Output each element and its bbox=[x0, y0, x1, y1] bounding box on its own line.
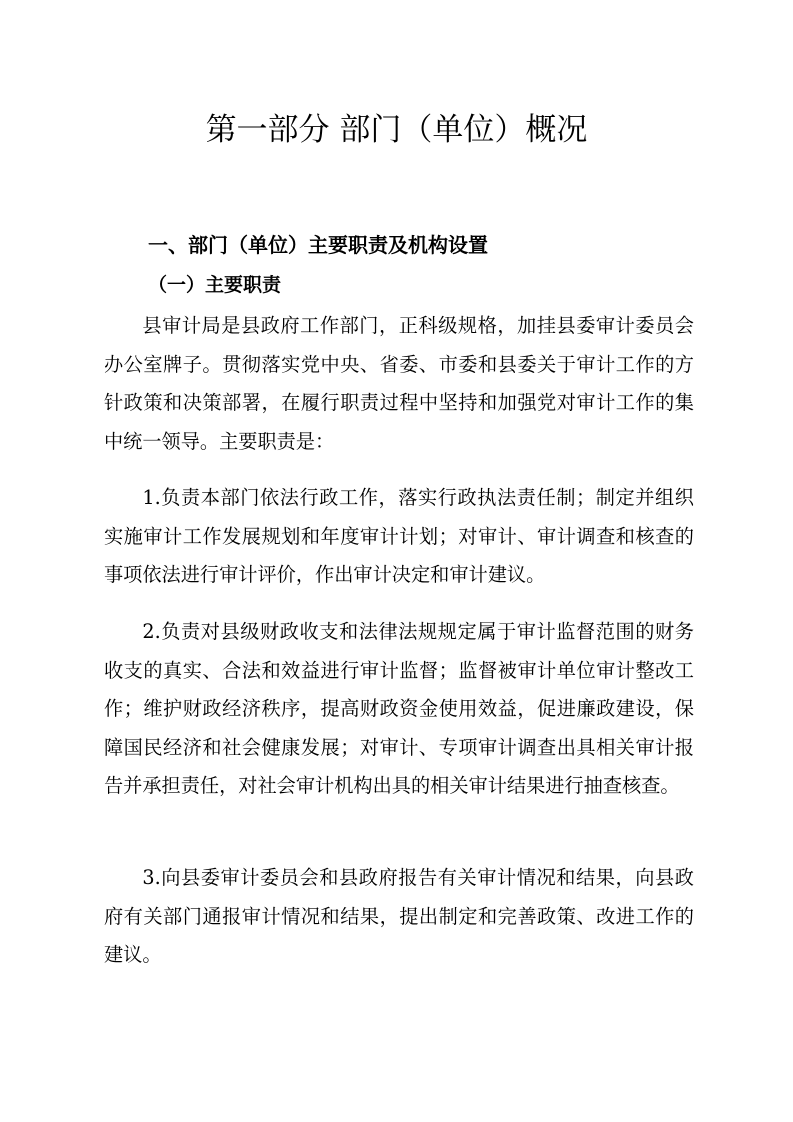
paragraph-duty-1: 1.负责本部门依法行政工作，落实行政执法责任制；制定并组织实施审计工作发展规划和年度审计计划；对审计、审计调查和核查的事项依法进行审计评价，作出审计决定和审计建议。 bbox=[104, 486, 694, 586]
paragraph-duty-3: 3.向县委审计委员会和县政府报告有关审计情况和结果，向县政府有关部门通报审计情况和结果，提出制定和完善政策、改进工作的建议。 bbox=[104, 866, 694, 966]
sub-heading: （一）主要职责 bbox=[148, 274, 282, 296]
page-title: 第一部分 部门（单位）概况 bbox=[205, 112, 588, 148]
paragraph-intro: 县审计局是县政府工作部门，正科级规格，加挂县委审计委员会办公室牌子。贯彻落实党中央、省委、市委和县委关于审计工作的方针政策和决策部署，在履行职责过程中坚持和加强党对审计工作的集中统一领导。主要职责是： bbox=[104, 314, 694, 453]
paragraph-duty-2: 2.负责对县级财政收支和法律法规规定属于审计监督范围的财务收支的真实、合法和效益进行审计监督；监督被审计单位审计整改工作；维护财政经济秩序，提高财政资金使用效益，促进廉政建设，保障国民经济和社会健康发展；对审计、专项审计调查出具相关审计报告并承担责任，对社会审计机构出具的相关审计结果进行抽查核查。 bbox=[104, 620, 694, 797]
section-heading: 一、部门（单位）主要职责及机构设置 bbox=[148, 233, 488, 257]
